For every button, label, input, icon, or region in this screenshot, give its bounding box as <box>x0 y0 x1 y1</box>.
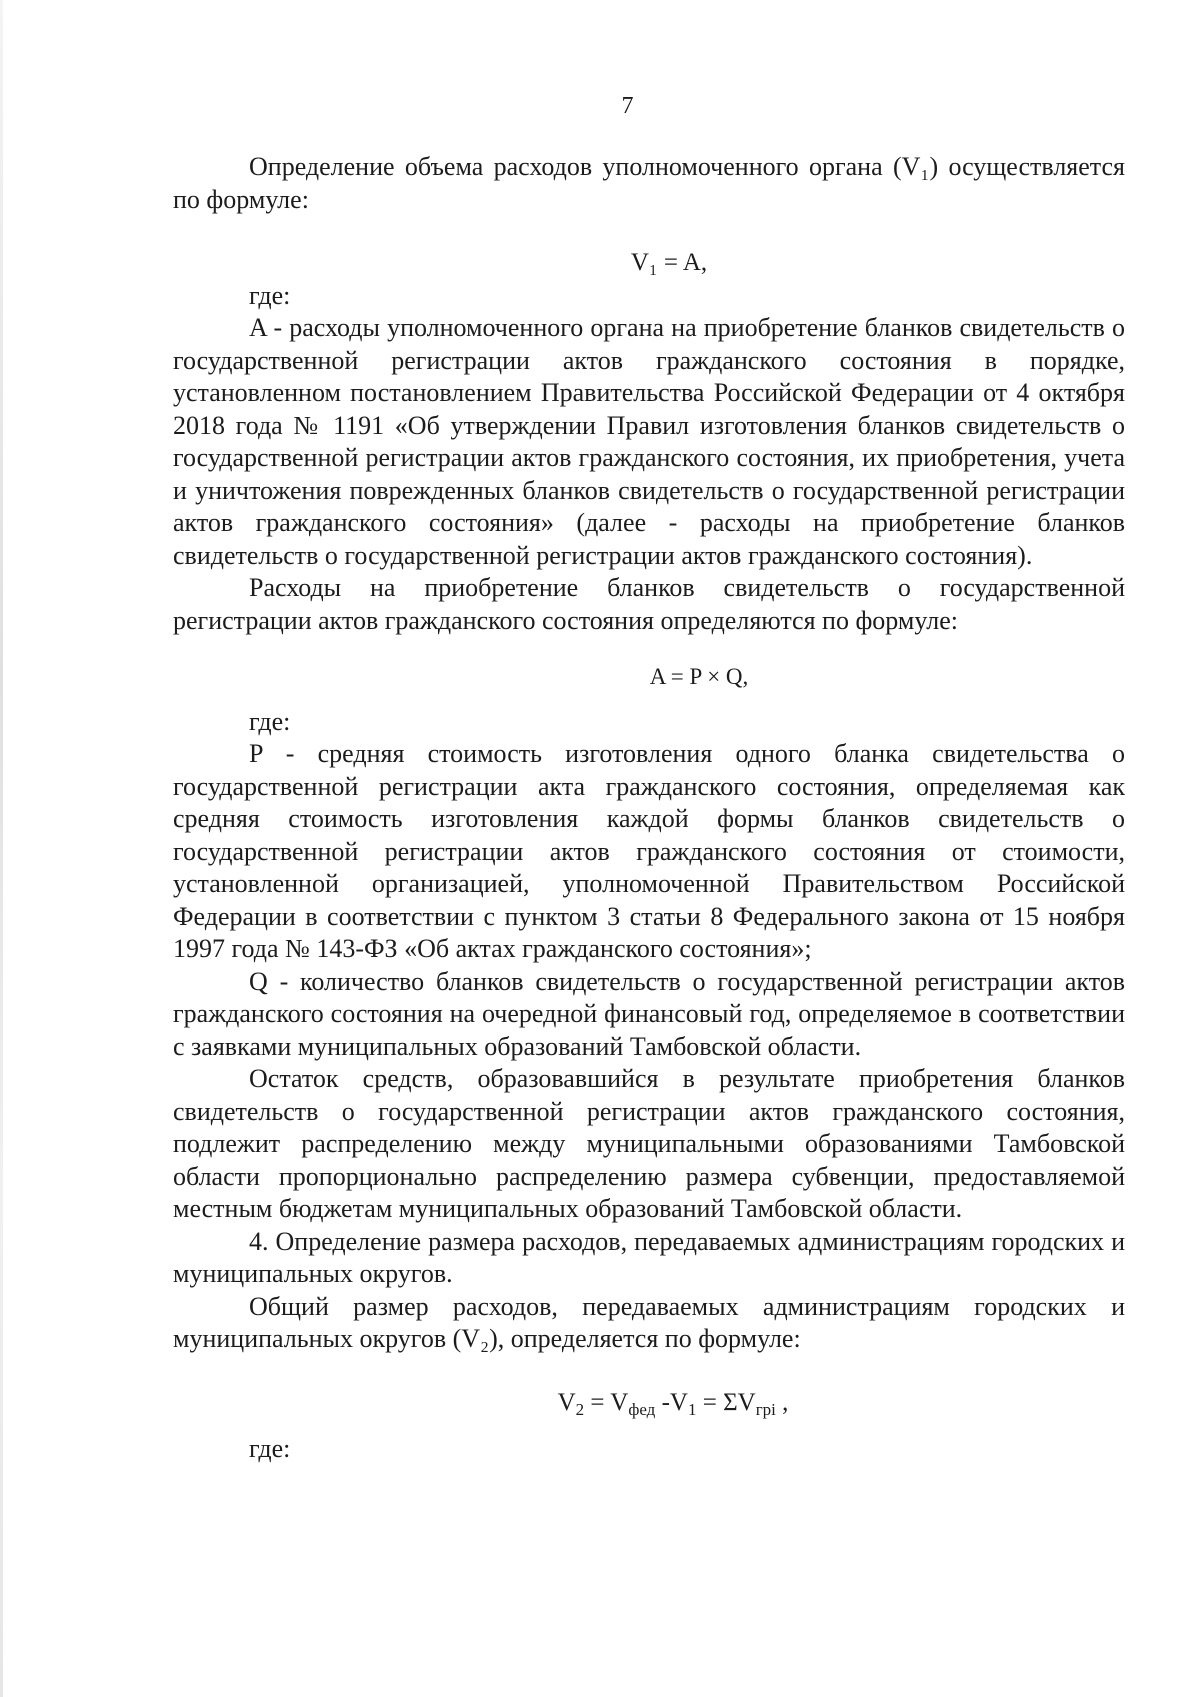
paragraph-p-definition: P - средняя стоимость изготовления одного бланка свидетельства о государственной регистрации акта гражданского состояния, определяемая как средняя стоимость изготовления каждой формы бланков свидетельств о государственной регистрации актов гражданского состояния от стоимости, установленной организацией, уполномоченной Правительством Российской Федерации в соответствии с пунктом 3 статьи 8 Федерального закона от 15 ноября 1997 года № 143-ФЗ «Об актах гражданского состояния»; <box>173 739 1125 963</box>
where-label: где: <box>249 1434 291 1463</box>
formula-v2: $V_2 = V_{фед}$ $-V_1 = \Sigma V_{грi}$ , <box>557 1388 789 1419</box>
paragraph-v2-intro: Общий размер расходов, передаваемых администрациям городских и муниципальных округов (V₂), определяется по формуле: <box>173 1291 1125 1353</box>
paragraph-a-definition: A - расходы уполномоченного органа на приобретение бланков свидетельств о государственной регистрации актов гражданского состояния в порядке, установленном постановлением Правительства Российской Федерации от 4 октября 2018 года № 1191 «Об утверждении Правил изготовления бланков свидетельств о государственной регистрации актов гражданского состояния, их приобретения, учета и уничтожения поврежденных бланков свидетельств о государственной регистрации актов гражданского состояния» (далее - расходы на приобретение бланков свидетельств о государственной регистрации актов гражданского состояния). <box>173 313 1125 570</box>
scan-edge <box>0 0 3 1697</box>
formula-a: A = P × Q, <box>649 664 749 689</box>
paragraph-a-formula-intro: Расходы на приобретение бланков свидетельств о государственной регистрации актов гражданского состояния определяются по формуле: <box>173 573 1125 635</box>
section-4-heading: 4. Определение размера расходов, передаваемых администрациям городских и муниципальных округов. <box>173 1226 1125 1288</box>
where-label: где: <box>249 280 291 310</box>
document-body <box>173 151 1125 1466</box>
paragraph-q-definition: Q - количество бланков свидетельств о государственной регистрации актов гражданского состояния на очередной финансовый год, определяемое в соответствии с заявками муниципальных образований Тамбовской области. <box>173 966 1125 1061</box>
formula-v1: V₁ = A, <box>630 249 708 276</box>
paragraph-definition-v1: Определение объема расходов уполномоченного органа (V₁) осуществляется по формуле: <box>173 152 1125 214</box>
where-label: где: <box>249 706 291 736</box>
paragraph-remainder: Остаток средств, образовавшийся в результате приобретения бланков свидетельств о государственной регистрации актов гражданского состояния, подлежит распределению между муниципальными образованиями Тамбовской области пропорционально распределению размера субвенции, предоставляемой местным бюджетам муниципальных образований Тамбовской области. <box>173 1064 1125 1223</box>
page-number: 7 <box>621 93 634 119</box>
